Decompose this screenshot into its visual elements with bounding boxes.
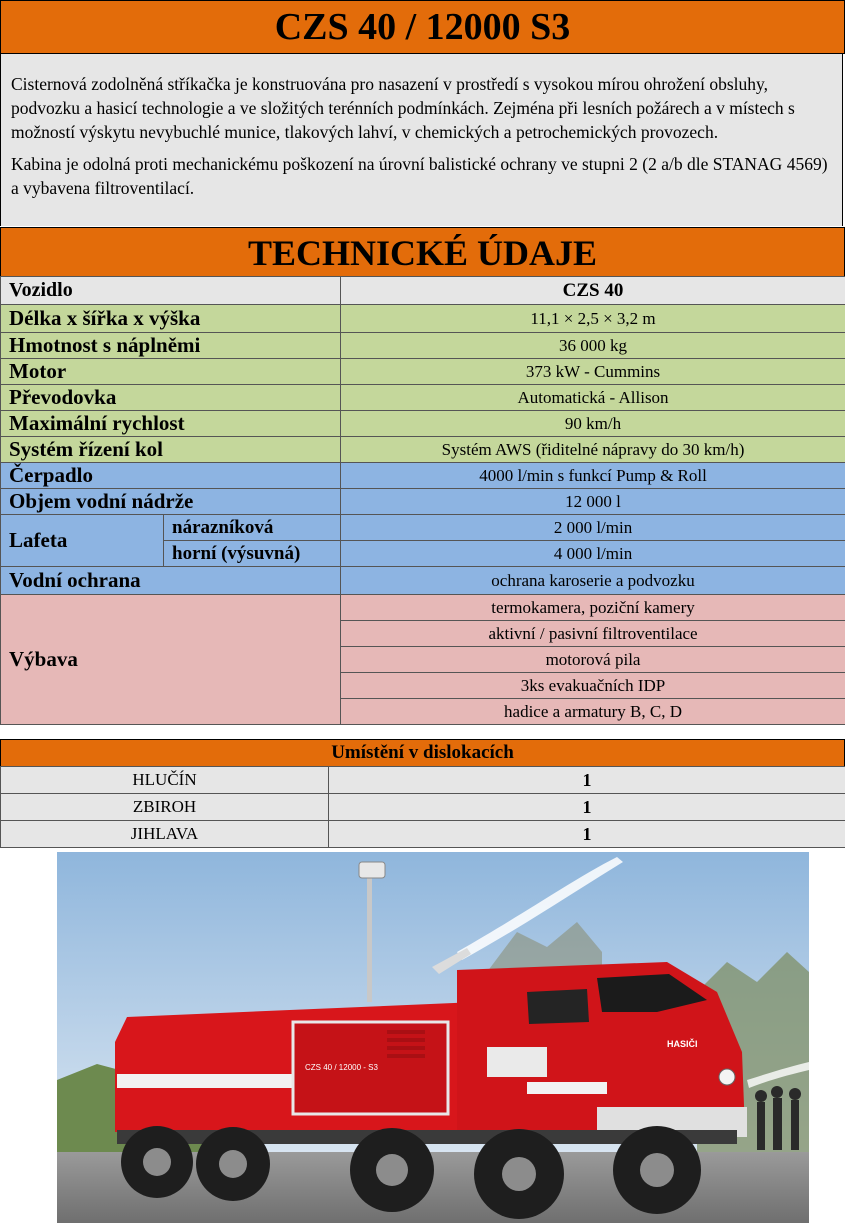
equipment-item: motorová pila bbox=[341, 647, 845, 673]
spec-label: Převodovka bbox=[1, 385, 341, 411]
spec-row-steering bbox=[1, 437, 845, 463]
spec-label: Hmotnost s náplněmi bbox=[1, 333, 341, 359]
spec-table bbox=[0, 276, 845, 725]
spec-value: 12 000 l bbox=[341, 489, 845, 515]
spec-row-pump bbox=[1, 463, 845, 489]
spec-label-equipment: Výbava bbox=[1, 595, 341, 725]
location-name: ZBIROH bbox=[1, 794, 329, 821]
spec-row-gearbox bbox=[1, 385, 845, 411]
intro-paragraph-2: Kabina je odolná proti mechanickému poškození na úrovní balistické ochrany ve stupni 2 (2 a/b dle STANAG 4569) a vybavena filtroventilací. bbox=[11, 154, 828, 198]
spec-value: Systém AWS (řiditelné nápravy do 30 km/h) bbox=[341, 437, 845, 463]
spec-label: Objem vodní nádrže bbox=[1, 489, 341, 515]
spec-value: CZS 40 bbox=[341, 277, 845, 305]
locations-heading: Umístění v dislokacích bbox=[0, 739, 845, 767]
intro-text bbox=[0, 54, 843, 226]
spec-label: Délka x šířka x výška bbox=[1, 305, 341, 333]
location-row bbox=[1, 767, 845, 794]
spec-label: Maximální rychlost bbox=[1, 411, 341, 437]
location-count: 1 bbox=[329, 821, 845, 848]
spec-row-speed bbox=[1, 411, 845, 437]
spec-value: 2 000 l/min bbox=[341, 515, 845, 541]
spec-value: 36 000 kg bbox=[341, 333, 845, 359]
location-row bbox=[1, 821, 845, 848]
bystanders bbox=[755, 1086, 801, 1150]
equipment-item: 3ks evakuačních IDP bbox=[341, 673, 845, 699]
spec-value: 11,1 × 2,5 × 3,2 m bbox=[341, 305, 845, 333]
spec-value: 4000 l/min s funkcí Pump & Roll bbox=[341, 463, 845, 489]
cab-stripe bbox=[527, 1082, 607, 1094]
side-text: CZS 40 / 12000 - S3 bbox=[305, 1063, 378, 1072]
location-count: 1 bbox=[329, 794, 845, 821]
spec-label: Vozidlo bbox=[1, 277, 341, 305]
location-count: 1 bbox=[329, 767, 845, 794]
spec-sublabel: nárazníková bbox=[164, 515, 341, 541]
equipment-item: aktivní / pasivní filtroventilace bbox=[341, 621, 845, 647]
spec-label: Čerpadlo bbox=[1, 463, 341, 489]
spec-label: Motor bbox=[1, 359, 341, 385]
location-name: HLUČÍN bbox=[1, 767, 329, 794]
spec-value: 90 km/h bbox=[341, 411, 845, 437]
spec-label-monitor: Lafeta bbox=[1, 515, 164, 567]
technical-data-heading: TECHNICKÉ ÚDAJE bbox=[0, 227, 845, 277]
locations-table bbox=[0, 766, 845, 848]
spec-label: Systém řízení kol bbox=[1, 437, 341, 463]
spec-value: 4 000 l/min bbox=[341, 541, 845, 567]
camera-icon bbox=[359, 862, 385, 878]
spec-value: ochrana karoserie a podvozku bbox=[341, 567, 845, 595]
spec-row-equipment bbox=[1, 595, 845, 621]
side-window bbox=[527, 989, 589, 1024]
door-badge bbox=[487, 1047, 547, 1077]
spec-row-water-protection bbox=[1, 567, 845, 595]
spec-sublabel: horní (výsuvná) bbox=[164, 541, 341, 567]
fire-truck-photo bbox=[57, 852, 809, 1223]
spec-value: 373 kW - Cummins bbox=[341, 359, 845, 385]
spec-row-tank bbox=[1, 489, 845, 515]
spec-value: Automatická - Allison bbox=[341, 385, 845, 411]
document-title: CZS 40 / 12000 S3 bbox=[0, 0, 845, 54]
spec-row-engine bbox=[1, 359, 845, 385]
location-row bbox=[1, 794, 845, 821]
location-name: JIHLAVA bbox=[1, 821, 329, 848]
equipment-item: hadice a armatury B, C, D bbox=[341, 699, 845, 725]
headlight bbox=[719, 1069, 735, 1085]
spec-row-weight bbox=[1, 333, 845, 359]
equipment-item: termokamera, poziční kamery bbox=[341, 595, 845, 621]
cab-text: HASIČI bbox=[667, 1039, 698, 1049]
spec-row-monitor-bumper bbox=[1, 515, 845, 541]
spec-row-vehicle bbox=[1, 277, 845, 305]
spec-label: Vodní ochrana bbox=[1, 567, 341, 595]
spec-row-dimensions bbox=[1, 305, 845, 333]
intro-paragraph-1: Cisternová zodolněná stříkačka je konstruována pro nasazení v prostředí s vysokou mírou ohrožení obsluhy, podvozku a hasicí technologie a ve složitých terénních podmínkách. Zejména při lesních požárech a v místech s možností výskytu nevybuchlé munice, tlakových lahví, v chemických a petrochemických provozech. bbox=[11, 74, 795, 142]
camera-mast bbox=[367, 872, 372, 1002]
